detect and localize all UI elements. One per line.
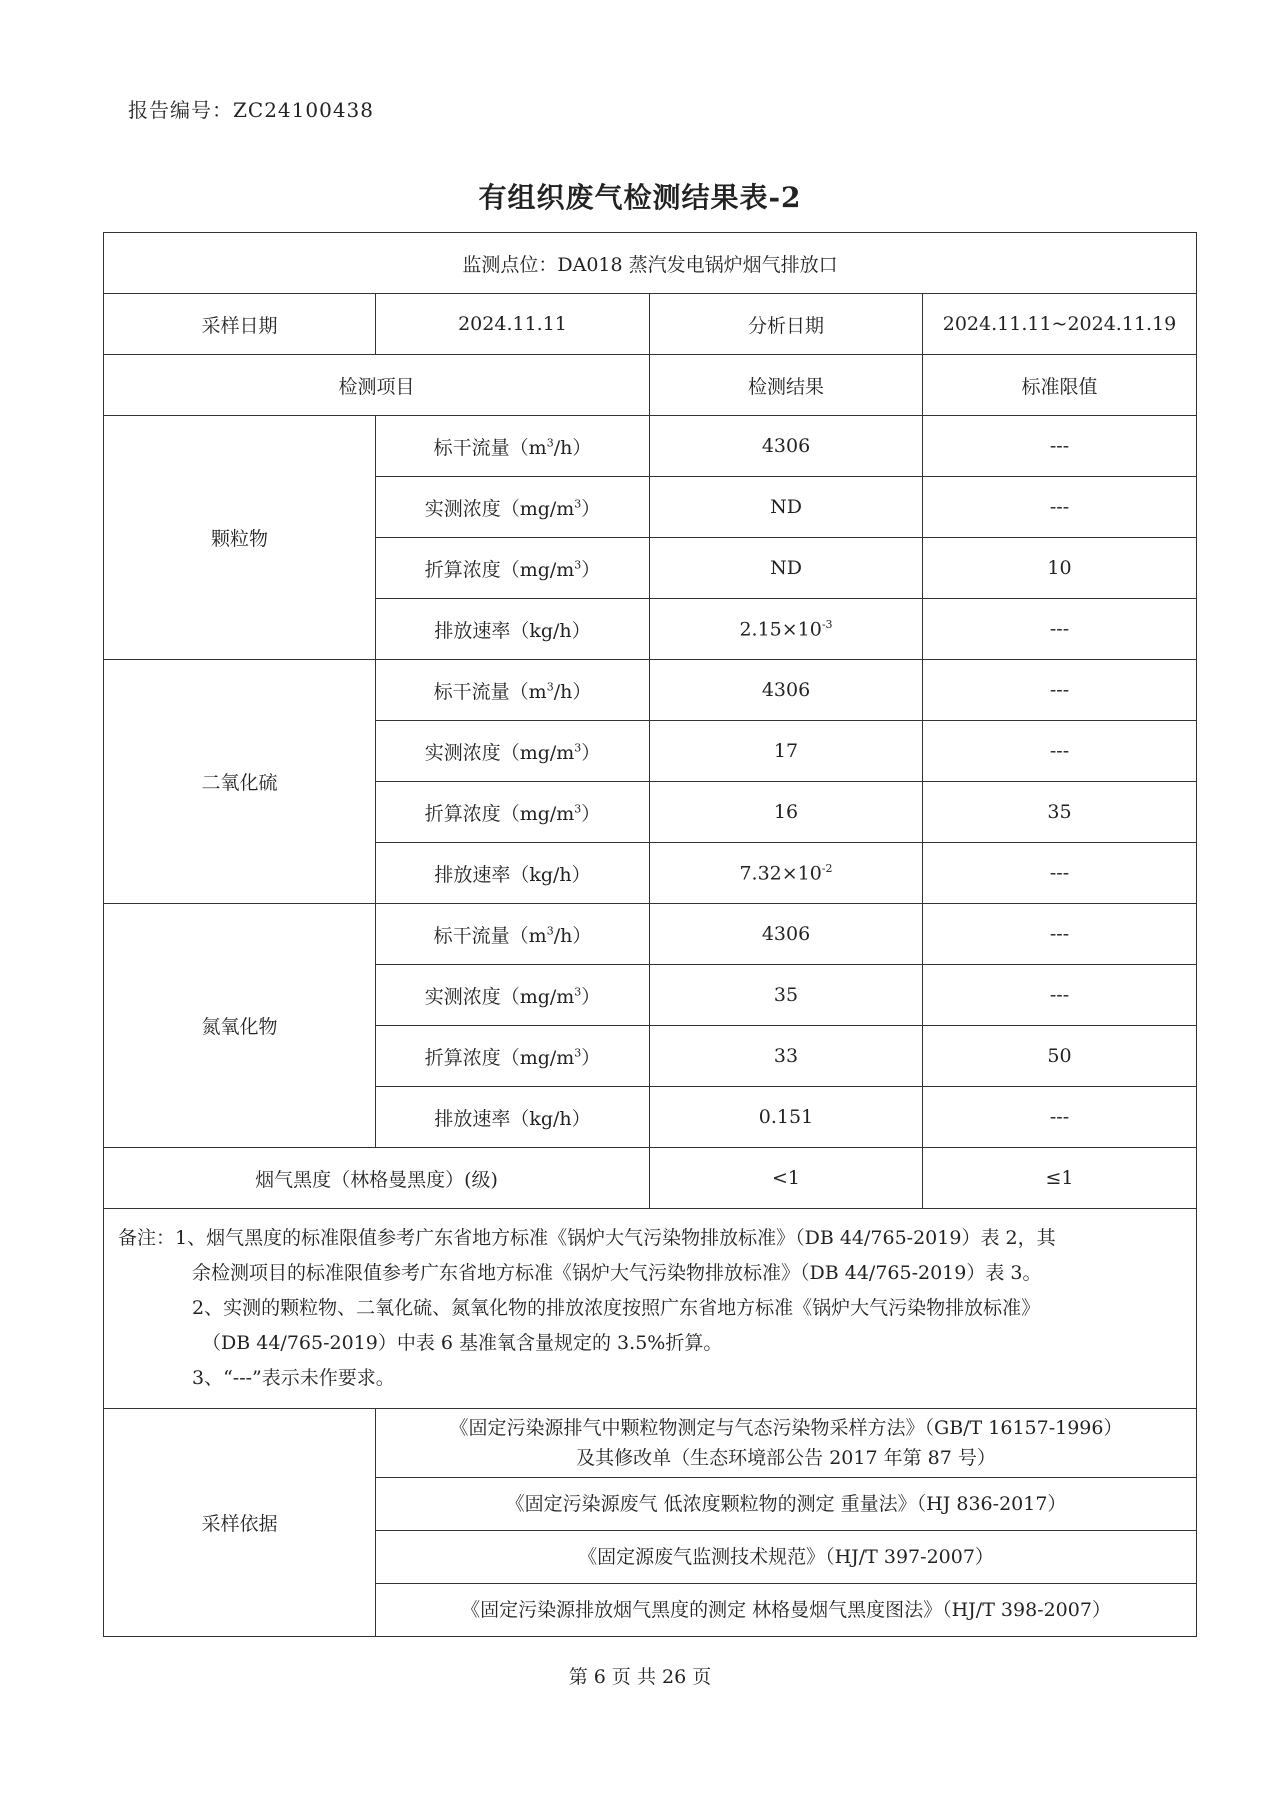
unit-exponent: 3 xyxy=(574,741,582,755)
unit-tail: ） xyxy=(581,558,601,581)
parameter-label: 实测浓度（mg/m xyxy=(424,985,575,1008)
result-cell xyxy=(650,782,923,843)
unit-tail: ） xyxy=(581,985,601,1008)
unit-tail: ） xyxy=(581,1046,601,1069)
parameter-label: 实测浓度（mg/m xyxy=(424,497,575,520)
pollutant-name: 颗粒物 xyxy=(104,416,376,660)
parameter-cell xyxy=(376,538,650,599)
parameter-label: 折算浓度（mg/m xyxy=(424,802,575,825)
unit-tail: /h） xyxy=(553,680,592,703)
result-groups xyxy=(104,416,1197,1148)
result-value: 35 xyxy=(773,984,799,1006)
parameter-cell xyxy=(376,843,650,904)
result-cell xyxy=(650,904,923,965)
unit-tail: ） xyxy=(581,497,601,520)
basis-label: 采样依据 xyxy=(104,1409,376,1637)
parameter-label: 标干流量（m xyxy=(433,680,547,703)
unit-tail: /h） xyxy=(553,436,592,459)
blackness-label: 烟气黑度（林格曼黑度）(级) xyxy=(104,1148,650,1209)
analysis-date-value: 2024.11.11~2024.11.19 xyxy=(923,294,1197,355)
basis-item: 《固定源废气监测技术规范》（HJ/T 397-2007） xyxy=(376,1531,1197,1584)
result-cell xyxy=(650,965,923,1026)
result-value: 7.32×10 xyxy=(739,862,822,885)
result-value: 4306 xyxy=(761,435,811,457)
limit-cell: 50 xyxy=(923,1026,1197,1087)
basis-line: 及其修改单（生态环境部公告 2017 年第 87 号） xyxy=(576,1447,996,1469)
limit-cell: --- xyxy=(923,599,1197,660)
pollutant-name: 氮氧化物 xyxy=(104,904,376,1148)
parameter-cell xyxy=(376,782,650,843)
unit-tail: /h） xyxy=(553,924,592,947)
blackness-result: <1 xyxy=(650,1148,923,1209)
parameter-cell xyxy=(376,1087,650,1148)
parameter-label: 标干流量（m xyxy=(433,436,547,459)
page-title: 有组织废气检测结果表-2 xyxy=(478,181,802,214)
unit-tail: ） xyxy=(581,802,601,825)
result-value: 17 xyxy=(773,740,799,762)
parameter-cell xyxy=(376,721,650,782)
result-cell xyxy=(650,599,923,660)
parameter-label: 排放速率（kg/h） xyxy=(434,619,591,642)
report-number: 报告编号：ZC24100438 xyxy=(128,98,374,122)
result-cell xyxy=(650,1087,923,1148)
parameter-cell xyxy=(376,660,650,721)
note-line: 2、实测的颗粒物、二氧化硫、氮氧化物的排放浓度按照广东省地方标准《锅炉大气污染物排放标准》 xyxy=(192,1297,1041,1319)
note-line: 余检测项目的标准限值参考广东省地方标准《锅炉大气污染物排放标准》（DB 44/765-2019）表 3。 xyxy=(192,1262,1042,1284)
result-cell xyxy=(650,477,923,538)
limit-cell: --- xyxy=(923,843,1197,904)
sample-date-value: 2024.11.11 xyxy=(376,294,650,355)
result-exponent: -2 xyxy=(821,861,833,875)
unit-exponent: 3 xyxy=(546,436,554,450)
limit-cell: --- xyxy=(923,1087,1197,1148)
limit-cell: 10 xyxy=(923,538,1197,599)
note-line: 备注：1、烟气黑度的标准限值参考广东省地方标准《锅炉大气污染物排放标准》（DB 44/765-2019）表 2，其 xyxy=(118,1227,1056,1249)
unit-exponent: 3 xyxy=(574,802,582,816)
unit-exponent: 3 xyxy=(574,558,582,572)
parameter-label: 折算浓度（mg/m xyxy=(424,1046,575,1069)
column-header-result: 检测结果 xyxy=(650,355,923,416)
parameter-label: 折算浓度（mg/m xyxy=(424,558,575,581)
result-cell xyxy=(650,416,923,477)
limit-cell: --- xyxy=(923,477,1197,538)
parameter-cell xyxy=(376,1026,650,1087)
result-cell xyxy=(650,1026,923,1087)
parameter-cell xyxy=(376,965,650,1026)
unit-exponent: 3 xyxy=(546,924,554,938)
limit-cell: --- xyxy=(923,965,1197,1026)
limit-cell: 35 xyxy=(923,782,1197,843)
unit-exponent: 3 xyxy=(574,985,582,999)
blackness-limit: ≤1 xyxy=(923,1148,1197,1209)
table-row xyxy=(104,904,1197,965)
parameter-cell xyxy=(376,904,650,965)
basis-item: 《固定污染源排放烟气黑度的测定 林格曼烟气黑度图法》（HJ/T 398-2007） xyxy=(376,1584,1197,1637)
result-value: 2.15×10 xyxy=(739,618,822,641)
sample-date-label: 采样日期 xyxy=(104,294,376,355)
result-value: 16 xyxy=(773,801,799,823)
parameter-cell xyxy=(376,599,650,660)
table-row xyxy=(104,416,1197,477)
analysis-date-label: 分析日期 xyxy=(650,294,923,355)
page-footer: 第 6 页 共 26 页 xyxy=(568,1666,712,1688)
parameter-cell xyxy=(376,477,650,538)
column-header-item: 检测项目 xyxy=(104,355,650,416)
parameter-label: 实测浓度（mg/m xyxy=(424,741,575,764)
pollutant-name: 二氧化硫 xyxy=(104,660,376,904)
result-value: ND xyxy=(770,496,802,518)
result-value: 0.151 xyxy=(758,1106,814,1128)
notes xyxy=(104,1209,1197,1409)
parameter-cell xyxy=(376,416,650,477)
unit-exponent: 3 xyxy=(574,497,582,511)
unit-exponent: 3 xyxy=(574,1046,582,1060)
result-cell xyxy=(650,721,923,782)
result-cell xyxy=(650,843,923,904)
limit-cell: --- xyxy=(923,416,1197,477)
limit-cell: --- xyxy=(923,660,1197,721)
result-exponent: -3 xyxy=(821,617,833,631)
monitor-point: 监测点位：DA018 蒸汽发电锅炉烟气排放口 xyxy=(104,233,1197,294)
result-cell xyxy=(650,660,923,721)
results-table xyxy=(103,232,1197,1637)
result-value: 33 xyxy=(773,1045,799,1067)
unit-exponent: 3 xyxy=(546,680,554,694)
limit-cell: --- xyxy=(923,904,1197,965)
basis-line: 《固定污染源排气中颗粒物测定与气态污染物采样方法》（GB/T 16157-1996） xyxy=(449,1417,1123,1439)
parameter-label: 排放速率（kg/h） xyxy=(434,1107,591,1130)
result-value: 4306 xyxy=(761,679,811,701)
unit-tail: ） xyxy=(581,741,601,764)
result-cell xyxy=(650,538,923,599)
result-value: ND xyxy=(770,557,802,579)
parameter-label: 排放速率（kg/h） xyxy=(434,863,591,886)
limit-cell: --- xyxy=(923,721,1197,782)
basis-item: 《固定污染源废气 低浓度颗粒物的测定 重量法》（HJ 836-2017） xyxy=(376,1478,1197,1531)
column-header-limit: 标准限值 xyxy=(923,355,1197,416)
parameter-label: 标干流量（m xyxy=(433,924,547,947)
note-line: 3、“---”表示未作要求。 xyxy=(192,1367,395,1389)
table-row xyxy=(104,660,1197,721)
basis-item xyxy=(376,1409,1197,1478)
note-line: （DB 44/765-2019）中表 6 基准氧含量规定的 3.5%折算。 xyxy=(202,1332,723,1354)
result-value: 4306 xyxy=(761,923,811,945)
